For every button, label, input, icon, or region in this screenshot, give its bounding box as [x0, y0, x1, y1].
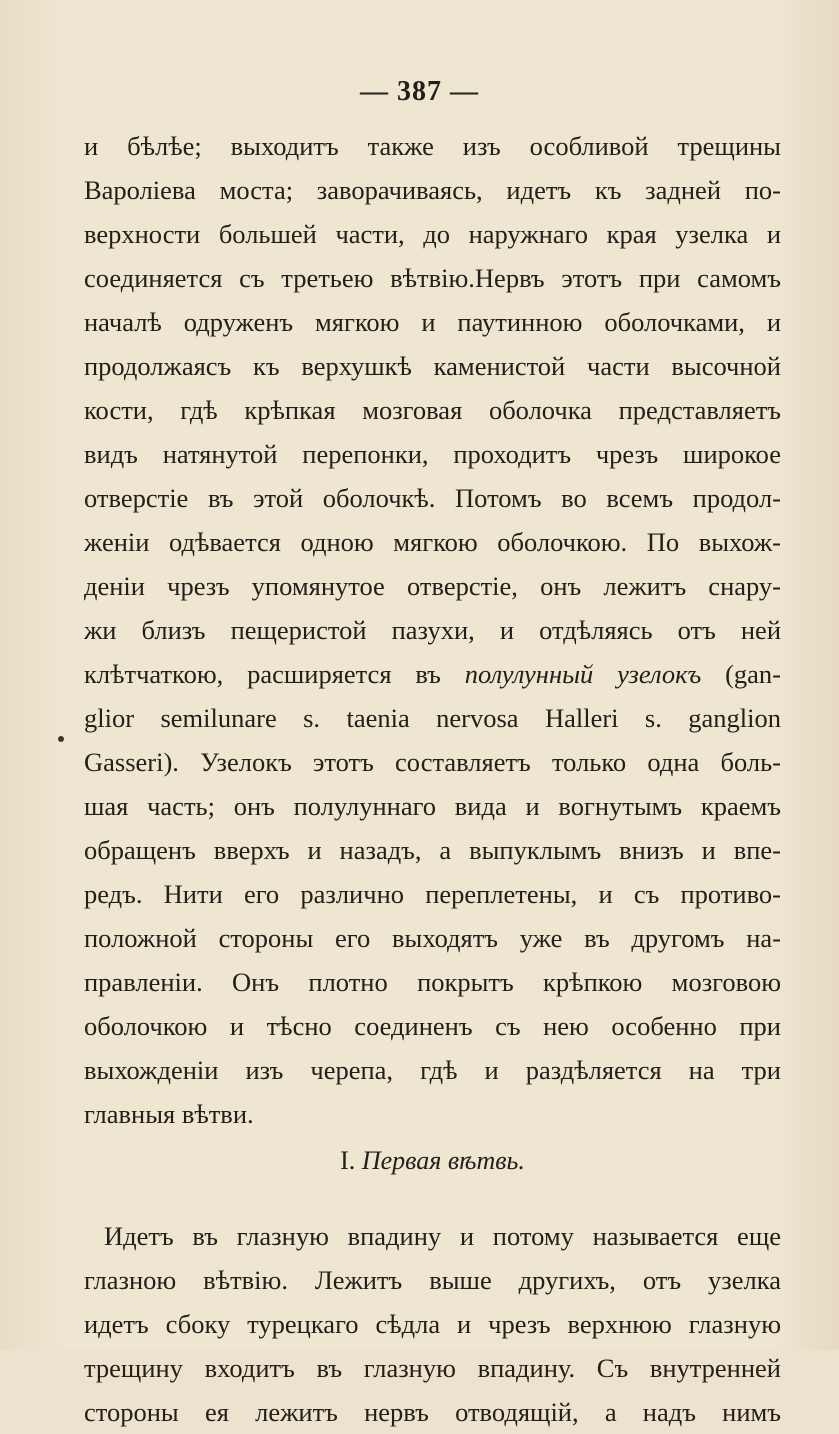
text-line: отверстіе въ этой оболочкѣ. Потомъ во всемъ продол- [84, 483, 781, 513]
text-line: редъ. Нити его различно переплетены, и съ противо- [84, 879, 781, 909]
paragraph-first-branch [84, 1214, 781, 1434]
margin-dot-mark [58, 736, 64, 742]
line-text: клѣтчаткою, расширяется въ [84, 659, 465, 689]
text-line: верхности большей части, до наружнаго края узелка и [84, 219, 781, 249]
text-line: шая часть; онъ полулуннаго вида и вогнутымъ краемъ [84, 791, 781, 821]
text-line: идетъ сбоку турецкаго сѣдла и чрезъ верхнюю глазную [84, 1309, 781, 1339]
text-line: глазною вѣтвію. Лежитъ выше другихъ, отъ узелка [84, 1265, 781, 1295]
text-line: положной стороны его выходятъ уже въ другомъ на- [84, 923, 781, 953]
page-number: — 387 — [360, 76, 479, 107]
section-heading [84, 1136, 781, 1192]
text-line: главныя вѣтви. [84, 1099, 254, 1129]
text-line: Идетъ въ глазную впадину и потому называется еще [104, 1221, 781, 1251]
text-line: продолжаясъ къ верхушкѣ каменистой части высочной [84, 351, 781, 381]
text-line: жи близъ пещеристой пазухи, и отдѣляясь отъ ней [84, 615, 781, 645]
text-line: кости, гдѣ крѣпкая мозговая оболочка представляетъ [84, 395, 781, 425]
text-line: и бѣлѣе; выходитъ также изъ особливой трещины [84, 131, 781, 161]
text-line: видъ натянутой перепонки, проходитъ чрезъ широкое [84, 439, 781, 469]
paragraph-trigeminal-nerve [84, 124, 781, 1136]
text-line: трещину входитъ въ глазную впадину. Съ внутренней [84, 1353, 781, 1383]
section-numeral: I. [340, 1146, 356, 1175]
text-line: обращенъ вверхъ и назадъ, а выпуклымъ внизъ и впе- [84, 835, 781, 865]
text-line: оболочкою и тѣсно соединенъ съ нею особенно при [84, 1011, 781, 1041]
text-line: началѣ одруженъ мягкою и паутинною оболочками, и [84, 307, 781, 337]
text-line: соединяется съ третьею вѣтвію.Нервъ этотъ при самомъ [84, 263, 781, 293]
text-line: женіи одѣвается одною мягкою оболочкою. По выхож- [84, 527, 781, 557]
italic-term: полулунный узелокъ [464, 659, 702, 689]
text-line: выхожденіи изъ черепа, гдѣ и раздѣляется на три [84, 1055, 781, 1085]
body-text [84, 124, 781, 1434]
section-title: Первая вѣтвь. [361, 1146, 525, 1175]
text-line: стороны ея лежитъ нервъ отводящій, а надъ нимъ [84, 1397, 781, 1427]
text-line-with-term [84, 652, 781, 696]
paragraph-spacer [84, 1192, 781, 1214]
text-line: правленіи. Онъ плотно покрытъ крѣпкою мозговою [84, 967, 781, 997]
text-line: деніи чрезъ упомянутое отверстіе, онъ лежитъ снару- [84, 571, 781, 601]
text-line: Вароліева моста; заворачиваясь, идетъ къ задней по- [84, 175, 781, 205]
line-text: (gan- [701, 659, 781, 689]
text-line: glior semilunare s. taenia nervosa Halleri s. ganglion [84, 703, 781, 733]
text-line: Gasseri). Узелокъ этотъ составляетъ только одна боль- [84, 747, 781, 777]
